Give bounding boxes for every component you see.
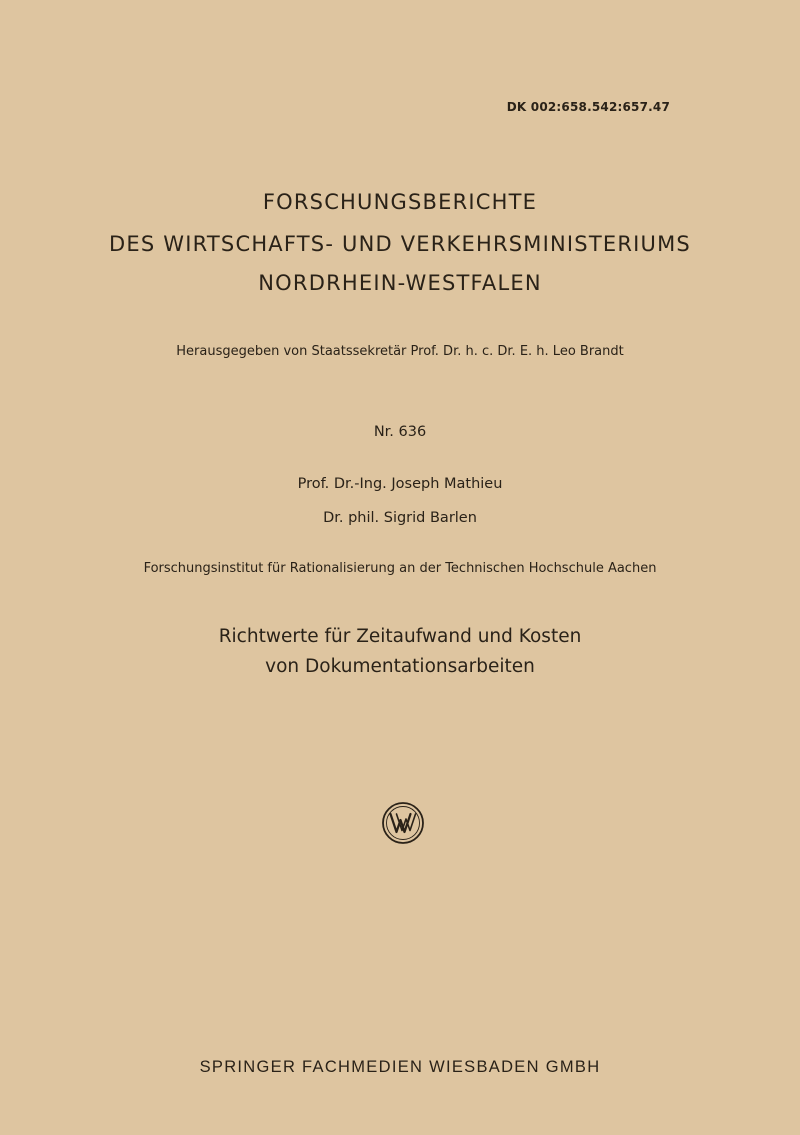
author-2: Dr. phil. Sigrid Barlen: [323, 510, 477, 526]
springer-vw-logo-icon: [381, 801, 425, 845]
publisher-name: SPRINGER FACHMEDIEN WIESBADEN GMBH: [199, 1058, 601, 1076]
classification-number: DK 002:658.542:657.47: [506, 100, 670, 114]
book-title-line-2: von Dokumentationsarbeiten: [265, 656, 535, 677]
editor-line: Herausgegeben von Staatssekretär Prof. Dr. h. c. Dr. E. h. Leo Brandt: [176, 344, 624, 359]
institute-line: Forschungsinstitut für Rationalisierung an der Technischen Hochschule Aachen: [143, 561, 657, 576]
author-1: Prof. Dr.-Ing. Joseph Mathieu: [297, 476, 503, 492]
series-title-line-3: NORDRHEIN-WESTFALEN: [258, 271, 542, 295]
report-number: Nr. 636: [373, 424, 427, 440]
book-title-line-1: Richtwerte für Zeitaufwand und Kosten: [218, 626, 582, 647]
series-title-line-2: DES WIRTSCHAFTS- UND VERKEHRSMINISTERIUMS: [109, 232, 691, 256]
series-title-line-1: FORSCHUNGSBERICHTE: [262, 190, 538, 214]
